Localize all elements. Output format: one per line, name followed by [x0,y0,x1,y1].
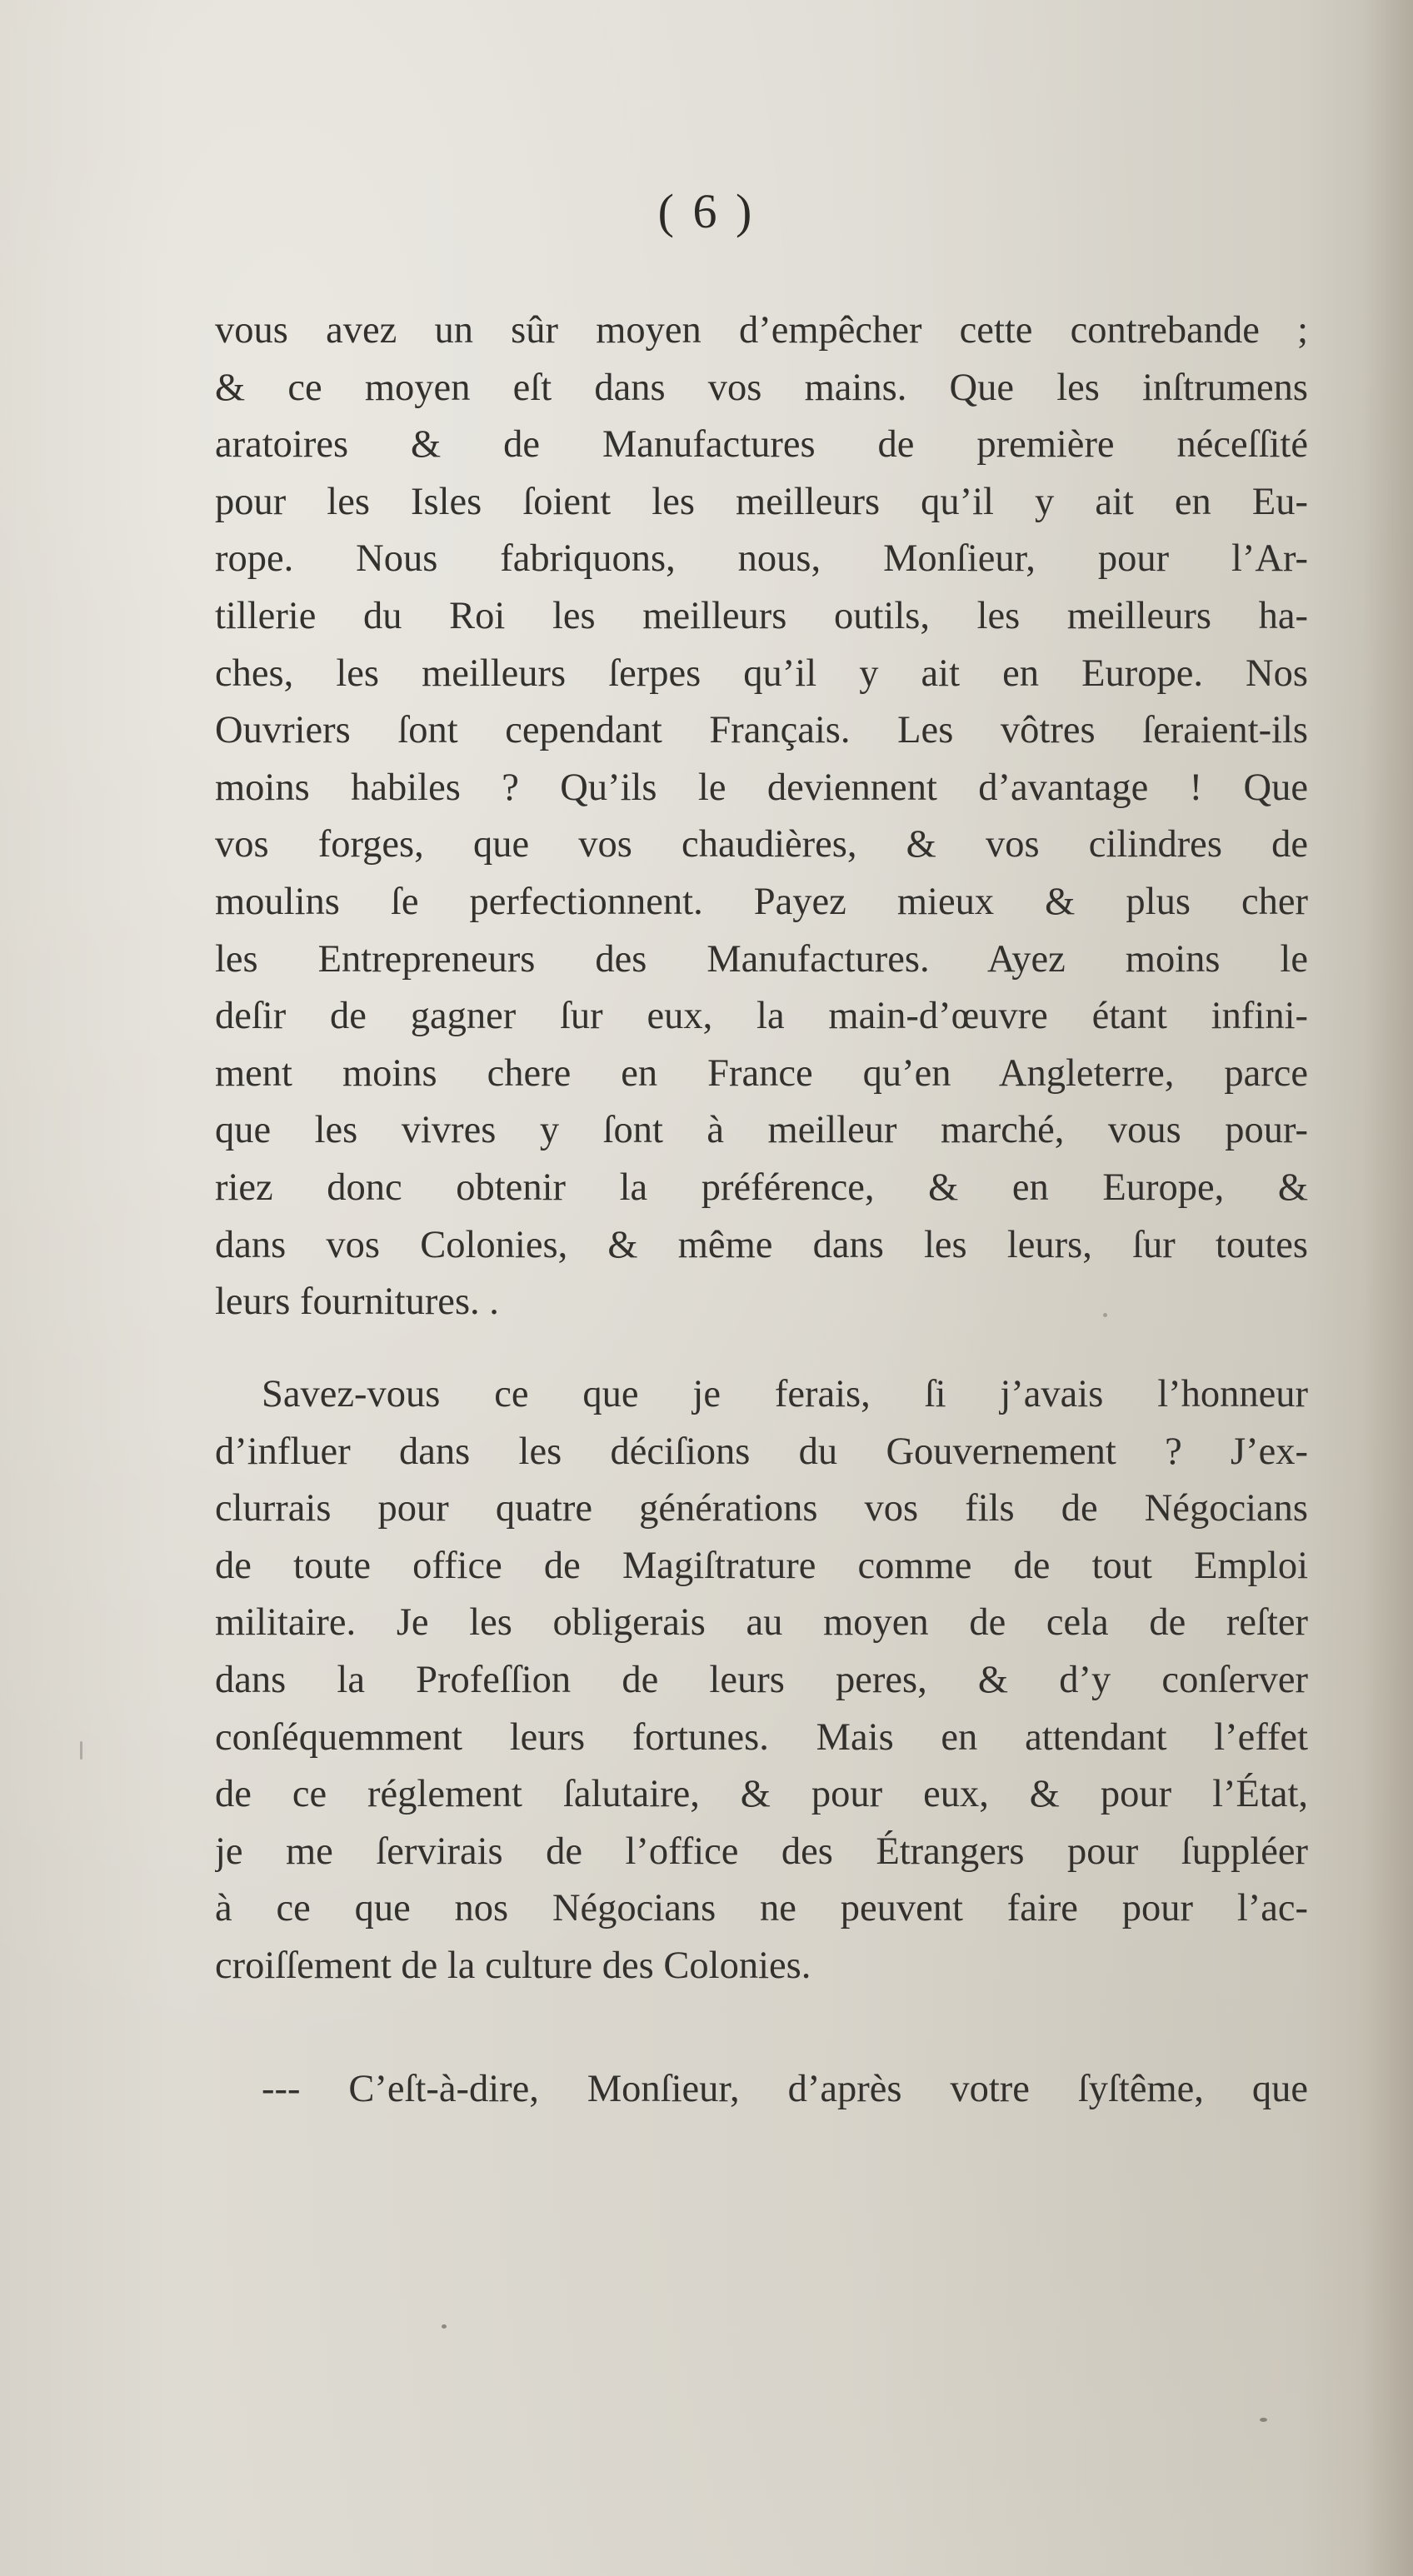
paper-speck [80,1741,82,1760]
text-line: leurs fournitures. . [215,1281,499,1324]
text-line: ches, les meilleurs ſerpes qu’il y ait en Europe. Nos [215,651,1308,695]
page-number: ( 6 ) [657,184,756,238]
text-line: tillerie du Roi les meilleurs outils, les meilleurs ha- [215,594,1308,637]
text-line: dans la Profeſſion de leurs peres, & d’y conſerver [215,1658,1308,1701]
paper-speck [1103,1313,1107,1317]
text-line: de ce réglement ſalutaire, & pour eux, & pour l’État, [215,1773,1308,1816]
paragraph-3 [215,2061,1308,2119]
text-line: dans vos Colonies, & même dans les leurs, ſur toutes [215,1223,1308,1266]
text-line: je me ſervirais de l’office des Étrangers pour ſuppléer [215,1830,1308,1873]
text-line: Savez-vous ce que je ferais, ſi j’avais l’honneur [262,1373,1308,1415]
text-line: deſir de gagner ſur eux, la main-d’œuvre étant infini- [215,995,1308,1038]
text-line: moulins ſe perfectionnent. Payez mieux & plus cher [215,880,1308,923]
text-line: rope. Nous fabriquons, nous, Monſieur, pour l’Ar- [215,537,1308,581]
text-line: riez donc obtenir la préférence, & en Europe, & [215,1166,1308,1209]
paper-speck [442,2324,447,2329]
text-line: Ouvriers ſont cependant Français. Les vôtres ſeraient-ils [215,709,1308,752]
text-line: ment moins chere en France qu’en Angleterre, parce [215,1051,1308,1095]
text-line: d’influer dans les déciſions du Gouvernement ? J’ex- [215,1430,1308,1473]
text-line: à ce que nos Négocians ne peuvent faire pour l’ac- [215,1887,1308,1930]
text-line: vos forges, que vos chaudières, & vos cilindres de [215,823,1308,866]
text-line: militaire. Je les obligerais au moyen de cela de reſter [215,1601,1308,1645]
text-line: aratoires & de Manufactures de première néceſſité [215,423,1308,467]
paper-speck [1260,2418,1267,2422]
paragraph-2 [215,1366,1308,1995]
page-edge-shadow [1363,0,1413,2576]
text-line: moins habiles ? Qu’ils le deviennent d’avantage ! Que [215,766,1308,809]
text-line: de toute office de Magiſtrature comme de tout Emploi [215,1544,1308,1587]
text-line: --- C’eſt-à-dire, Monſieur, d’après votre ſyſtême, que [262,2068,1308,2110]
text-line: les Entrepreneurs des Manufactures. Ayez moins le [215,937,1308,981]
paragraph-1 [215,302,1308,1331]
text-line: pour les Isles ſoient les meilleurs qu’il y ait en Eu- [215,480,1308,523]
text-line: clurrais pour quatre générations vos fils de Négocians [215,1487,1308,1530]
text-line: vous avez un sûr moyen d’empêcher cette contrebande ; [215,309,1308,352]
text-line: croiſſement de la culture des Colonies. [215,1944,811,1987]
text-line: que les vivres y ſont à meilleur marché, vous pour- [215,1109,1308,1152]
text-line: & ce moyen eſt dans vos mains. Que les inſtrumens [215,366,1308,409]
text-line: conſéquemment leurs fortunes. Mais en attendant l’effet [215,1715,1308,1759]
